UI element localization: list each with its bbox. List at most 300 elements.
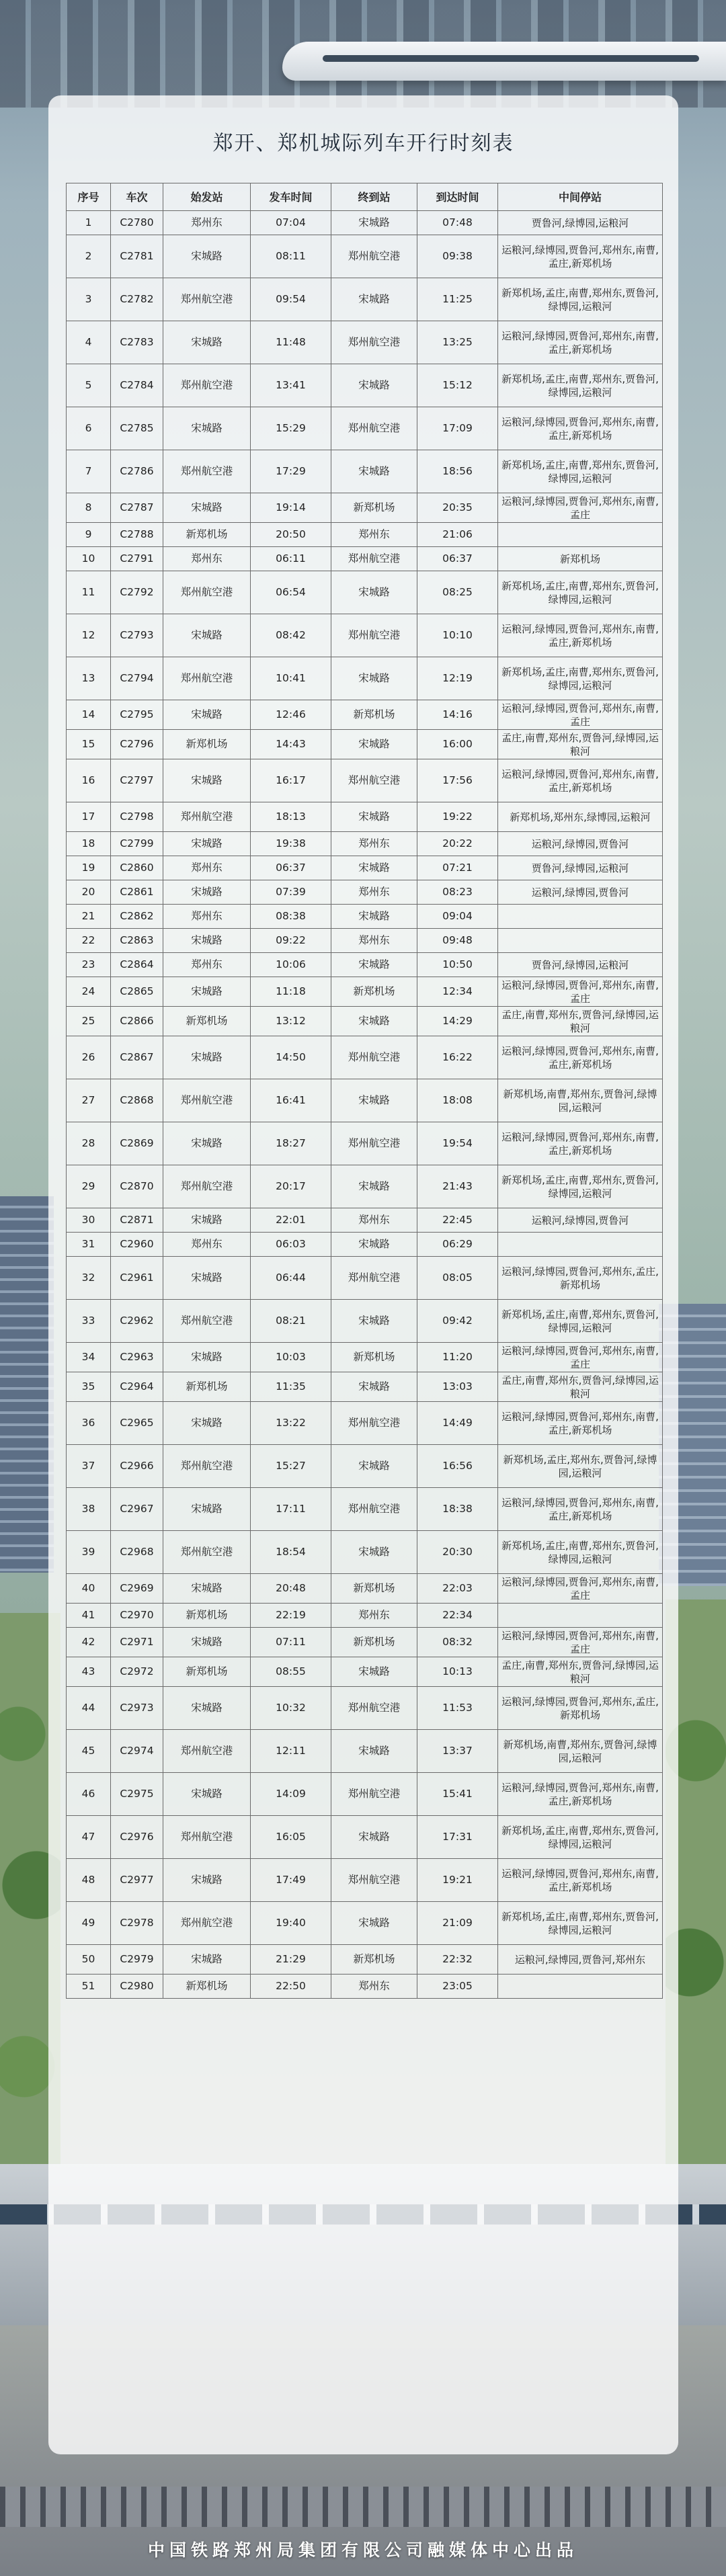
row-number: 8 <box>67 493 111 523</box>
arrival-time: 21:09 <box>417 1902 498 1945</box>
train-number: C2783 <box>111 321 163 364</box>
origin-station: 宋城路 <box>163 1488 251 1531</box>
departure-time: 17:49 <box>251 1859 331 1902</box>
arrival-time: 08:25 <box>417 571 498 614</box>
origin-station: 宋城路 <box>163 1773 251 1816</box>
origin-station: 郑州东 <box>163 953 251 977</box>
arrival-time: 13:03 <box>417 1372 498 1402</box>
table-header-row <box>67 183 663 211</box>
row-number: 10 <box>67 547 111 571</box>
row-number: 23 <box>67 953 111 977</box>
arrival-time: 13:25 <box>417 321 498 364</box>
train-number: C2972 <box>111 1657 163 1687</box>
row-number: 37 <box>67 1445 111 1488</box>
intermediate-stops: 孟庄,南曹,郑州东,贾鲁河,绿博园,运粮河 <box>498 1657 663 1687</box>
destination-station: 新郑机场 <box>331 493 417 523</box>
origin-station: 郑州航空港 <box>163 802 251 832</box>
destination-station: 郑州东 <box>331 523 417 547</box>
train-number: C2866 <box>111 1007 163 1036</box>
arrival-time: 20:30 <box>417 1531 498 1574</box>
destination-station: 郑州航空港 <box>331 614 417 657</box>
destination-station: 宋城路 <box>331 1531 417 1574</box>
arrival-time: 14:29 <box>417 1007 498 1036</box>
train-number: C2968 <box>111 1531 163 1574</box>
departure-time: 14:50 <box>251 1036 331 1079</box>
departure-time: 20:50 <box>251 523 331 547</box>
timetable-body <box>67 211 663 1999</box>
departure-time: 08:11 <box>251 235 331 278</box>
origin-station: 宋城路 <box>163 1122 251 1165</box>
destination-station: 新郑机场 <box>331 1343 417 1372</box>
intermediate-stops <box>498 905 663 929</box>
table-row <box>67 1036 663 1079</box>
table-row <box>67 523 663 547</box>
background-building-left <box>0 1196 54 1573</box>
destination-station: 郑州航空港 <box>331 1257 417 1300</box>
column-header-no: 序号 <box>67 183 111 211</box>
train-number: C2871 <box>111 1208 163 1233</box>
intermediate-stops: 运粮河,绿博园,贾鲁河,郑州东,南曹,孟庄 <box>498 700 663 730</box>
intermediate-stops: 新郑机场,南曹,郑州东,贾鲁河,绿博园,运粮河 <box>498 1079 663 1122</box>
arrival-time: 22:45 <box>417 1208 498 1233</box>
train-number: C2780 <box>111 211 163 235</box>
arrival-time: 10:13 <box>417 1657 498 1687</box>
table-row <box>67 1531 663 1574</box>
train-number: C2964 <box>111 1372 163 1402</box>
row-number: 31 <box>67 1233 111 1257</box>
destination-station: 郑州航空港 <box>331 1773 417 1816</box>
departure-time: 13:41 <box>251 364 331 407</box>
table-row <box>67 1372 663 1402</box>
train-number: C2782 <box>111 278 163 321</box>
origin-station: 郑州东 <box>163 856 251 880</box>
row-number: 43 <box>67 1657 111 1687</box>
departure-time: 10:06 <box>251 953 331 977</box>
departure-time: 10:32 <box>251 1687 331 1730</box>
departure-time: 09:22 <box>251 929 331 953</box>
table-row <box>67 880 663 905</box>
arrival-time: 10:50 <box>417 953 498 977</box>
departure-time: 06:44 <box>251 1257 331 1300</box>
arrival-time: 08:32 <box>417 1628 498 1657</box>
table-row <box>67 1079 663 1122</box>
arrival-time: 16:56 <box>417 1445 498 1488</box>
origin-station: 宋城路 <box>163 407 251 450</box>
origin-station: 郑州航空港 <box>163 1165 251 1208</box>
timetable <box>66 183 663 1999</box>
row-number: 40 <box>67 1574 111 1604</box>
intermediate-stops: 孟庄,南曹,郑州东,贾鲁河,绿博园,运粮河 <box>498 1372 663 1402</box>
origin-station: 郑州航空港 <box>163 1730 251 1773</box>
arrival-time: 18:08 <box>417 1079 498 1122</box>
intermediate-stops: 运粮河,绿博园,贾鲁河,郑州东,南曹,孟庄 <box>498 1574 663 1604</box>
intermediate-stops: 新郑机场,孟庄,南曹,郑州东,贾鲁河,绿博园,运粮河 <box>498 278 663 321</box>
origin-station: 宋城路 <box>163 1257 251 1300</box>
origin-station: 宋城路 <box>163 977 251 1007</box>
arrival-time: 18:56 <box>417 450 498 493</box>
intermediate-stops: 新郑机场,孟庄,郑州东,贾鲁河,绿博园,运粮河 <box>498 1445 663 1488</box>
table-row <box>67 1730 663 1773</box>
origin-station: 宋城路 <box>163 321 251 364</box>
origin-station: 宋城路 <box>163 1628 251 1657</box>
departure-time: 22:50 <box>251 1975 331 1999</box>
arrival-time: 12:34 <box>417 977 498 1007</box>
train-number: C2975 <box>111 1773 163 1816</box>
arrival-time: 11:53 <box>417 1687 498 1730</box>
destination-station: 新郑机场 <box>331 1574 417 1604</box>
row-number: 28 <box>67 1122 111 1165</box>
arrival-time: 18:38 <box>417 1488 498 1531</box>
destination-station: 郑州航空港 <box>331 1402 417 1445</box>
departure-time: 08:21 <box>251 1300 331 1343</box>
train-number: C2962 <box>111 1300 163 1343</box>
origin-station: 宋城路 <box>163 880 251 905</box>
destination-station: 宋城路 <box>331 1007 417 1036</box>
row-number: 18 <box>67 832 111 856</box>
arrival-time: 13:37 <box>417 1730 498 1773</box>
intermediate-stops: 运粮河,绿博园,贾鲁河,郑州东,南曹,孟庄,新郑机场 <box>498 321 663 364</box>
origin-station: 宋城路 <box>163 614 251 657</box>
destination-station: 郑州东 <box>331 1975 417 1999</box>
arrival-time: 14:49 <box>417 1402 498 1445</box>
train-number: C2870 <box>111 1165 163 1208</box>
row-number: 1 <box>67 211 111 235</box>
train-number: C2798 <box>111 802 163 832</box>
departure-time: 15:29 <box>251 407 331 450</box>
table-row <box>67 1300 663 1343</box>
destination-station: 宋城路 <box>331 905 417 929</box>
intermediate-stops: 运粮河,绿博园,贾鲁河,郑州东,南曹,孟庄,新郑机场 <box>498 407 663 450</box>
intermediate-stops: 新郑机场,孟庄,南曹,郑州东,贾鲁河,绿博园,运粮河 <box>498 571 663 614</box>
row-number: 51 <box>67 1975 111 1999</box>
train-number: C2862 <box>111 905 163 929</box>
column-header-destination: 终到站 <box>331 183 417 211</box>
train-number: C2965 <box>111 1402 163 1445</box>
origin-station: 郑州航空港 <box>163 1902 251 1945</box>
destination-station: 郑州航空港 <box>331 321 417 364</box>
train-number: C2967 <box>111 1488 163 1531</box>
column-header-departure: 发车时间 <box>251 183 331 211</box>
table-row <box>67 759 663 802</box>
intermediate-stops: 运粮河,绿博园,贾鲁河,郑州东,南曹,孟庄,新郑机场 <box>498 1773 663 1816</box>
departure-time: 16:05 <box>251 1816 331 1859</box>
intermediate-stops: 运粮河,绿博园,贾鲁河,郑州东,南曹,孟庄 <box>498 493 663 523</box>
departure-time: 21:29 <box>251 1945 331 1975</box>
train-number: C2869 <box>111 1122 163 1165</box>
intermediate-stops: 运粮河,绿博园,贾鲁河,郑州东,南曹,孟庄 <box>498 1628 663 1657</box>
table-row <box>67 1657 663 1687</box>
arrival-time: 22:32 <box>417 1945 498 1975</box>
table-row <box>67 856 663 880</box>
intermediate-stops: 运粮河,绿博园,贾鲁河 <box>498 832 663 856</box>
table-row <box>67 730 663 759</box>
departure-time: 06:54 <box>251 571 331 614</box>
row-number: 5 <box>67 364 111 407</box>
intermediate-stops: 贾鲁河,绿博园,运粮河 <box>498 953 663 977</box>
table-row <box>67 1445 663 1488</box>
arrival-time: 11:20 <box>417 1343 498 1372</box>
row-number: 7 <box>67 450 111 493</box>
destination-station: 新郑机场 <box>331 1628 417 1657</box>
arrival-time: 21:06 <box>417 523 498 547</box>
row-number: 22 <box>67 929 111 953</box>
intermediate-stops: 贾鲁河,绿博园,运粮河 <box>498 211 663 235</box>
arrival-time: 08:05 <box>417 1257 498 1300</box>
departure-time: 17:29 <box>251 450 331 493</box>
intermediate-stops: 贾鲁河,绿博园,运粮河 <box>498 856 663 880</box>
intermediate-stops: 运粮河,绿博园,贾鲁河,郑州东 <box>498 1945 663 1975</box>
destination-station: 郑州航空港 <box>331 235 417 278</box>
row-number: 46 <box>67 1773 111 1816</box>
table-row <box>67 1233 663 1257</box>
train-number: C2980 <box>111 1975 163 1999</box>
train-number: C2785 <box>111 407 163 450</box>
row-number: 30 <box>67 1208 111 1233</box>
column-header-stops: 中间停站 <box>498 183 663 211</box>
departure-time: 10:03 <box>251 1343 331 1372</box>
column-header-train: 车次 <box>111 183 163 211</box>
destination-station: 郑州航空港 <box>331 1488 417 1531</box>
intermediate-stops: 运粮河,绿博园,贾鲁河,郑州东,南曹,孟庄 <box>498 977 663 1007</box>
departure-time: 14:43 <box>251 730 331 759</box>
table-row <box>67 493 663 523</box>
row-number: 48 <box>67 1859 111 1902</box>
page-title: 郑开、郑机城际列车开行时刻表 <box>212 132 514 155</box>
destination-station: 宋城路 <box>331 1445 417 1488</box>
destination-station: 宋城路 <box>331 802 417 832</box>
background-train <box>282 42 726 81</box>
table-row <box>67 1488 663 1531</box>
row-number: 45 <box>67 1730 111 1773</box>
row-number: 35 <box>67 1372 111 1402</box>
destination-station: 郑州东 <box>331 1208 417 1233</box>
origin-station: 新郑机场 <box>163 1657 251 1687</box>
destination-station: 宋城路 <box>331 1079 417 1122</box>
intermediate-stops: 新郑机场,孟庄,南曹,郑州东,贾鲁河,绿博园,运粮河 <box>498 1531 663 1574</box>
origin-station: 新郑机场 <box>163 1975 251 1999</box>
train-number: C2787 <box>111 493 163 523</box>
origin-station: 郑州航空港 <box>163 364 251 407</box>
origin-station: 郑州航空港 <box>163 657 251 700</box>
train-number: C2794 <box>111 657 163 700</box>
intermediate-stops: 运粮河,绿博园,贾鲁河,郑州东,南曹,孟庄,新郑机场 <box>498 1488 663 1531</box>
origin-station: 郑州航空港 <box>163 450 251 493</box>
row-number: 38 <box>67 1488 111 1531</box>
destination-station: 郑州东 <box>331 880 417 905</box>
table-row <box>67 953 663 977</box>
intermediate-stops <box>498 1604 663 1628</box>
train-number: C2792 <box>111 571 163 614</box>
table-row <box>67 905 663 929</box>
footer-credit: 中国铁路郑州局集团有限公司融媒体中心出品 <box>147 2540 578 2560</box>
table-row <box>67 278 663 321</box>
table-row <box>67 571 663 614</box>
train-number: C2799 <box>111 832 163 856</box>
intermediate-stops <box>498 929 663 953</box>
origin-station: 宋城路 <box>163 1574 251 1604</box>
destination-station: 郑州航空港 <box>331 547 417 571</box>
arrival-time: 16:22 <box>417 1036 498 1079</box>
destination-station: 宋城路 <box>331 1730 417 1773</box>
table-row <box>67 1816 663 1859</box>
departure-time: 18:54 <box>251 1531 331 1574</box>
departure-time: 07:11 <box>251 1628 331 1657</box>
origin-station: 新郑机场 <box>163 1604 251 1628</box>
destination-station: 宋城路 <box>331 953 417 977</box>
table-row <box>67 321 663 364</box>
train-number: C2973 <box>111 1687 163 1730</box>
origin-station: 宋城路 <box>163 1945 251 1975</box>
train-number: C2797 <box>111 759 163 802</box>
departure-time: 10:41 <box>251 657 331 700</box>
destination-station: 郑州航空港 <box>331 1122 417 1165</box>
train-number: C2963 <box>111 1343 163 1372</box>
row-number: 49 <box>67 1902 111 1945</box>
row-number: 21 <box>67 905 111 929</box>
table-row <box>67 977 663 1007</box>
arrival-time: 10:10 <box>417 614 498 657</box>
origin-station: 宋城路 <box>163 235 251 278</box>
table-row <box>67 614 663 657</box>
destination-station: 宋城路 <box>331 1816 417 1859</box>
train-number: C2974 <box>111 1730 163 1773</box>
intermediate-stops: 运粮河,绿博园,贾鲁河,郑州东,南曹,孟庄,新郑机场 <box>498 759 663 802</box>
table-row <box>67 235 663 278</box>
row-number: 50 <box>67 1945 111 1975</box>
background-track <box>0 2487 726 2527</box>
train-number: C2861 <box>111 880 163 905</box>
row-number: 33 <box>67 1300 111 1343</box>
destination-station: 宋城路 <box>331 730 417 759</box>
train-number: C2867 <box>111 1036 163 1079</box>
arrival-time: 23:05 <box>417 1975 498 1999</box>
row-number: 9 <box>67 523 111 547</box>
table-row <box>67 1604 663 1628</box>
arrival-time: 20:35 <box>417 493 498 523</box>
departure-time: 18:27 <box>251 1122 331 1165</box>
departure-time: 15:27 <box>251 1445 331 1488</box>
table-row <box>67 1257 663 1300</box>
row-number: 14 <box>67 700 111 730</box>
arrival-time: 17:31 <box>417 1816 498 1859</box>
departure-time: 13:22 <box>251 1402 331 1445</box>
origin-station: 宋城路 <box>163 832 251 856</box>
table-row <box>67 211 663 235</box>
row-number: 11 <box>67 571 111 614</box>
row-number: 32 <box>67 1257 111 1300</box>
train-number: C2781 <box>111 235 163 278</box>
arrival-time: 09:04 <box>417 905 498 929</box>
destination-station: 郑州航空港 <box>331 1859 417 1902</box>
departure-time: 11:18 <box>251 977 331 1007</box>
departure-time: 16:41 <box>251 1079 331 1122</box>
train-number: C2970 <box>111 1604 163 1628</box>
row-number: 12 <box>67 614 111 657</box>
intermediate-stops <box>498 1975 663 1999</box>
arrival-time: 07:21 <box>417 856 498 880</box>
departure-time: 19:40 <box>251 1902 331 1945</box>
table-row <box>67 1902 663 1945</box>
destination-station: 宋城路 <box>331 211 417 235</box>
origin-station: 宋城路 <box>163 493 251 523</box>
origin-station: 郑州航空港 <box>163 1531 251 1574</box>
departure-time: 08:38 <box>251 905 331 929</box>
column-header-arrival: 到达时间 <box>417 183 498 211</box>
destination-station: 宋城路 <box>331 364 417 407</box>
train-number: C2788 <box>111 523 163 547</box>
departure-time: 12:46 <box>251 700 331 730</box>
departure-time: 16:17 <box>251 759 331 802</box>
origin-station: 宋城路 <box>163 759 251 802</box>
train-number: C2791 <box>111 547 163 571</box>
train-number: C2979 <box>111 1945 163 1975</box>
destination-station: 宋城路 <box>331 1902 417 1945</box>
train-number: C2976 <box>111 1816 163 1859</box>
intermediate-stops: 运粮河,绿博园,贾鲁河,郑州东,南曹,孟庄,新郑机场 <box>498 235 663 278</box>
arrival-time: 19:21 <box>417 1859 498 1902</box>
origin-station: 郑州航空港 <box>163 571 251 614</box>
row-number: 47 <box>67 1816 111 1859</box>
train-number: C2796 <box>111 730 163 759</box>
origin-station: 郑州航空港 <box>163 1079 251 1122</box>
destination-station: 宋城路 <box>331 1657 417 1687</box>
arrival-time: 21:43 <box>417 1165 498 1208</box>
destination-station: 郑州东 <box>331 929 417 953</box>
intermediate-stops: 新郑机场,孟庄,南曹,郑州东,贾鲁河,绿博园,运粮河 <box>498 1300 663 1343</box>
departure-time: 08:42 <box>251 614 331 657</box>
row-number: 17 <box>67 802 111 832</box>
destination-station: 郑州航空港 <box>331 759 417 802</box>
departure-time: 20:17 <box>251 1165 331 1208</box>
origin-station: 新郑机场 <box>163 1007 251 1036</box>
intermediate-stops: 运粮河,绿博园,贾鲁河,郑州东,孟庄,新郑机场 <box>498 1687 663 1730</box>
departure-time: 07:04 <box>251 211 331 235</box>
departure-time: 06:03 <box>251 1233 331 1257</box>
table-row <box>67 364 663 407</box>
departure-time: 07:39 <box>251 880 331 905</box>
destination-station: 宋城路 <box>331 571 417 614</box>
table-row <box>67 1574 663 1604</box>
destination-station: 宋城路 <box>331 450 417 493</box>
departure-time: 06:11 <box>251 547 331 571</box>
origin-station: 郑州东 <box>163 547 251 571</box>
train-number: C2978 <box>111 1902 163 1945</box>
origin-station: 郑州东 <box>163 211 251 235</box>
arrival-time: 06:37 <box>417 547 498 571</box>
row-number: 6 <box>67 407 111 450</box>
timetable-panel <box>48 95 678 2454</box>
departure-time: 13:12 <box>251 1007 331 1036</box>
intermediate-stops: 新郑机场,孟庄,南曹,郑州东,贾鲁河,绿博园,运粮河 <box>498 1816 663 1859</box>
intermediate-stops: 运粮河,绿博园,贾鲁河,郑州东,南曹,孟庄,新郑机场 <box>498 1036 663 1079</box>
row-number: 26 <box>67 1036 111 1079</box>
arrival-time: 14:16 <box>417 700 498 730</box>
row-number: 36 <box>67 1402 111 1445</box>
origin-station: 宋城路 <box>163 1343 251 1372</box>
row-number: 15 <box>67 730 111 759</box>
intermediate-stops: 新郑机场,孟庄,南曹,郑州东,贾鲁河,绿博园,运粮河 <box>498 450 663 493</box>
origin-station: 郑州东 <box>163 905 251 929</box>
destination-station: 郑州东 <box>331 832 417 856</box>
intermediate-stops: 运粮河,绿博园,贾鲁河,郑州东,孟庄,新郑机场 <box>498 1257 663 1300</box>
row-number: 2 <box>67 235 111 278</box>
row-number: 24 <box>67 977 111 1007</box>
table-row <box>67 1628 663 1657</box>
intermediate-stops: 新郑机场,孟庄,南曹,郑州东,贾鲁河,绿博园,运粮河 <box>498 1165 663 1208</box>
table-row <box>67 1165 663 1208</box>
train-number: C2977 <box>111 1859 163 1902</box>
origin-station: 宋城路 <box>163 1208 251 1233</box>
